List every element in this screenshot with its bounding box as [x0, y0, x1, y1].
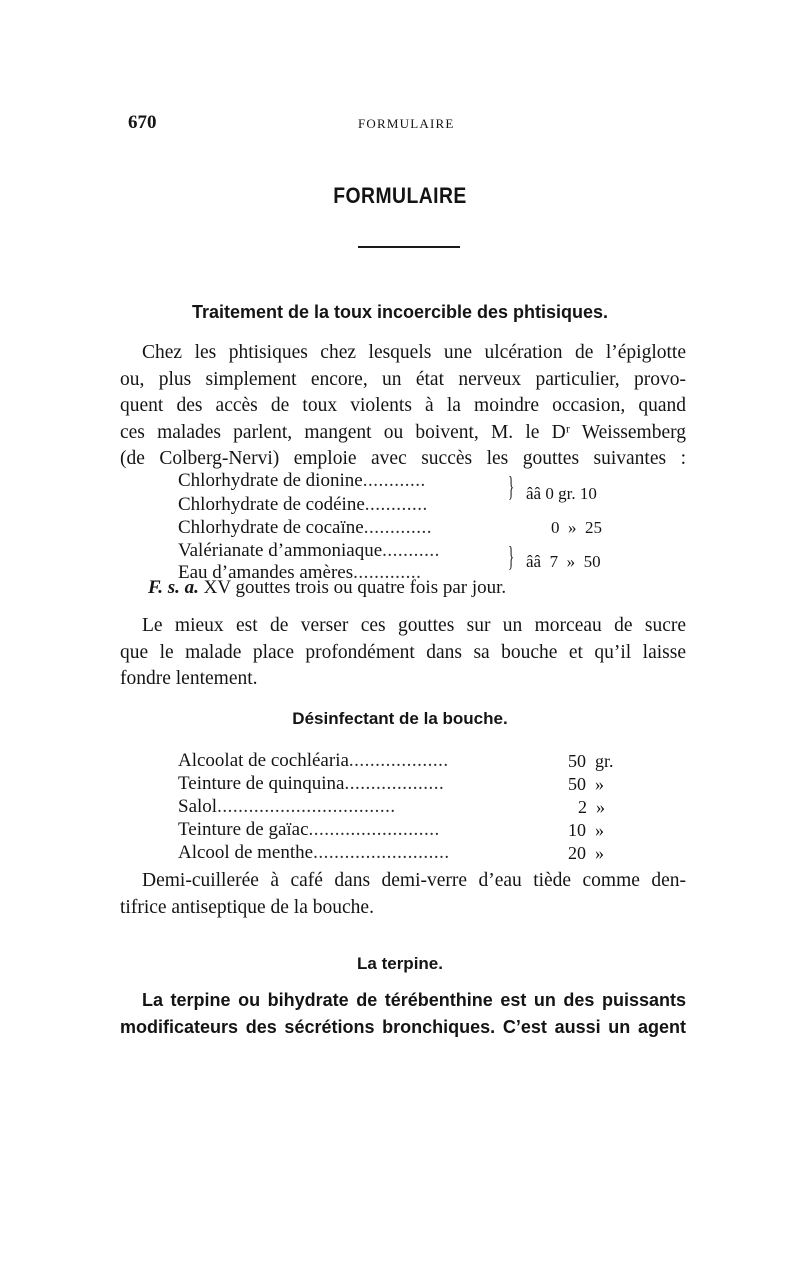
ingredient-quantity: 20 » [568, 843, 604, 863]
ingredient-name: Salol [178, 796, 218, 817]
ingredient-name: Teinture de gaïac [178, 819, 309, 840]
text-line: quent des accès de toux violents à la moindre occasion, quand [120, 395, 686, 416]
leader-dots: .................................. [217, 796, 396, 817]
note-paragraph [120, 613, 686, 693]
section-heading-mouth: Désinfectant de la bouche. [292, 709, 508, 728]
page-title: FORMULAIRE [333, 183, 467, 208]
recipe-ingredient [178, 796, 396, 818]
page-number: 670 [128, 112, 157, 133]
recipe-ingredient [178, 470, 426, 492]
leader-dots: ............. [363, 517, 432, 538]
ingredient-name: Eau d’amandes amères [178, 562, 354, 583]
text-line: tifrice antiseptique de la bouche. [120, 896, 374, 918]
leader-dots: ............. [353, 562, 422, 583]
recipe-ingredient [178, 494, 428, 516]
text-line: La terpine ou bihydrate de térébenthine est un des puissants [142, 990, 686, 1010]
recipe-ingredient [178, 819, 440, 841]
ingredient-quantity: 50 gr. [568, 751, 614, 771]
text-line: que le malade place profondément dans sa bouche et qu’il laisse [120, 641, 686, 663]
intro-paragraph [120, 340, 686, 473]
recipe-ingredient [178, 750, 449, 772]
ingredient-name: Alcool de menthe [178, 842, 314, 863]
leader-dots: ............ [362, 470, 426, 491]
ingredient-quantity: 50 » [568, 774, 604, 794]
text-line: Chez les phtisiques chez lesquels une ulcération de l’épiglotte [142, 342, 686, 363]
leader-dots: ......................... [308, 819, 440, 840]
ingredient-name: Chlorhydrate de codéine [178, 494, 365, 515]
ingredient-name: Chlorhydrate de dionine [178, 470, 363, 491]
brace-symbol: } [508, 542, 515, 573]
ingredient-name: Chlorhydrate de cocaïne [178, 517, 364, 538]
text-line: Demi-cuillerée à café dans demi-verre d’eau tiède comme den- [142, 870, 686, 891]
ingredient-quantity: 2 » [578, 797, 605, 817]
text-line: ces malades parlent, mangent ou boivent, M. le Dʳ Weissemberg [120, 421, 686, 443]
recipe-ingredient [178, 517, 432, 539]
ingredient-dose: 0 » 25 [551, 518, 602, 537]
text-line: fondre lentement. [120, 668, 258, 689]
leader-dots: ................... [344, 773, 445, 794]
group-dose: ââ 0 gr. 10 [526, 484, 597, 503]
instruction-abbrev: F. s. a. [148, 577, 199, 598]
section-heading-terpine: La terpine. [357, 954, 443, 973]
text-line: ou, plus simplement encore, un état nerveux particulier, provo- [120, 368, 686, 390]
recipe-ingredient [178, 540, 440, 562]
text-line: (de Colberg-Nervi) emploie avec succès les gouttes suivantes : [120, 448, 686, 469]
title-rule [358, 246, 460, 248]
section-heading-cough: Traitement de la toux incoercible des phtisiques. [191, 302, 609, 322]
text-line: Le mieux est de verser ces gouttes sur un morceau de sucre [142, 615, 686, 636]
brace-symbol: } [508, 472, 515, 503]
dosage-instruction [148, 577, 506, 599]
recipe-ingredient [178, 773, 444, 795]
ingredient-quantity: 10 » [568, 820, 604, 840]
ingredient-name: Teinture de quinquina [178, 773, 345, 794]
running-head [128, 112, 688, 142]
running-title: FORMULAIRE [358, 116, 455, 131]
group-dose: ââ 7 » 50 [526, 552, 601, 571]
leader-dots: ................... [348, 750, 449, 771]
leader-dots: ............ [364, 494, 428, 515]
ingredient-name: Valérianate d’ammoniaque [178, 540, 383, 561]
leader-dots: ........... [382, 540, 440, 561]
recipe-ingredient [178, 842, 450, 864]
text-line: modificateurs des sécrétions bronchiques. C’est aussi un agent [120, 1016, 686, 1037]
usage-paragraph [120, 868, 686, 921]
leader-dots: .......................... [313, 842, 450, 863]
instruction-text: XV gouttes trois ou quatre fois par jour. [198, 577, 507, 598]
ingredient-name: Alcoolat de cochléaria [178, 750, 349, 771]
terpine-paragraph [120, 987, 686, 1040]
